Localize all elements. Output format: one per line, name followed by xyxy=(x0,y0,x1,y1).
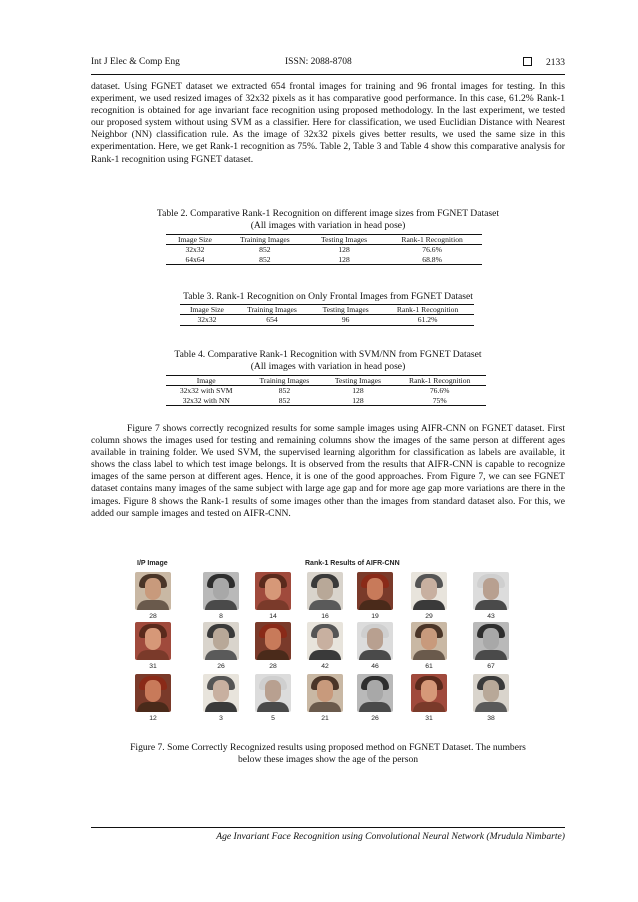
face-shoulders-shape xyxy=(205,702,237,712)
table2-caption-line2: (All images with variation in head pose) xyxy=(250,219,406,231)
table4-caption xyxy=(91,349,565,372)
age-label: 19 xyxy=(371,613,379,620)
footer-rule xyxy=(91,827,565,828)
face-skin-shape xyxy=(145,680,161,702)
figure-7 xyxy=(133,560,518,720)
column-header: Rank-1 Recognition xyxy=(382,235,482,245)
result-face-photo xyxy=(473,622,509,660)
issn: ISSN: 2088-8708 xyxy=(285,57,352,67)
journal-name: Int J Elec & Comp Eng xyxy=(91,57,180,67)
age-label: 5 xyxy=(271,715,275,722)
header-rule xyxy=(91,74,565,75)
table-cell: 68.8% xyxy=(382,255,482,265)
table2-caption-line1: Table 2. Comparative Rank-1 Recognition on different image sizes from FGNET Dataset xyxy=(156,208,500,219)
table-cell: 32x32 with NN xyxy=(166,396,246,406)
result-face-photo xyxy=(473,572,509,610)
face-shoulders-shape xyxy=(475,600,507,610)
age-label: 14 xyxy=(269,613,277,620)
face-shoulders-shape xyxy=(137,600,169,610)
age-label: 29 xyxy=(425,613,433,620)
face-shoulders-shape xyxy=(137,650,169,660)
face-skin-shape xyxy=(317,628,333,650)
face-shoulders-shape xyxy=(413,702,445,712)
table-header-row xyxy=(166,235,482,245)
face-skin-shape xyxy=(265,628,281,650)
result-face-photo xyxy=(473,674,509,712)
column-header: Training Images xyxy=(224,235,306,245)
face-skin-shape xyxy=(421,578,437,600)
face-skin-shape xyxy=(483,578,499,600)
paragraph-2: Figure 7 shows correctly recognized results for some sample images using AIFR-CNN on FGNET dataset. First column shows the images used for testing and remaining columns show the images of the same person at different ages available in training folder. We used SVM, the supervised learning algorithm for classification as labels are available, it shows the class label to which test image belongs. It is observed from the results that AIFR-CNN is capable to recognize images of the same person at different ages. Hence, it is one of the good approaches. From Figure 7, we can see FGNET dataset contains many images of the same subject with large age gap and for more age gap more variations are there in the images. Figure 8 shows the Rank-1 results of some images other than the images from standard dataset also. For this, we added our sample images and tested on AIFR-CNN. xyxy=(91,423,565,519)
face-skin-shape xyxy=(421,680,437,702)
table-cell: 75% xyxy=(393,396,486,406)
result-face-photo xyxy=(307,622,343,660)
input-face-photo xyxy=(135,674,171,712)
face-shoulders-shape xyxy=(309,600,341,610)
face-skin-shape xyxy=(421,628,437,650)
input-face-photo xyxy=(135,622,171,660)
result-face-photo xyxy=(357,674,393,712)
face-skin-shape xyxy=(265,680,281,702)
face-shoulders-shape xyxy=(475,702,507,712)
face-skin-shape xyxy=(367,628,383,650)
face-skin-shape xyxy=(265,578,281,600)
table2 xyxy=(166,234,482,265)
table-cell: 64x64 xyxy=(166,255,224,265)
face-shoulders-shape xyxy=(309,702,341,712)
face-skin-shape xyxy=(145,578,161,600)
age-label: 12 xyxy=(149,715,157,722)
figure7-caption-line1: Figure 7. Some Correctly Recognized results using proposed method on FGNET Dataset. The numbers xyxy=(130,742,526,753)
age-label: 31 xyxy=(425,715,433,722)
age-label: 46 xyxy=(371,663,379,670)
face-shoulders-shape xyxy=(205,650,237,660)
age-label: 38 xyxy=(487,715,495,722)
face-skin-shape xyxy=(213,578,229,600)
table2-caption xyxy=(91,208,565,231)
table-cell: 32x32 xyxy=(185,245,205,255)
column-header: Testing Images xyxy=(310,305,381,315)
face-shoulders-shape xyxy=(257,650,289,660)
result-face-photo xyxy=(203,674,239,712)
table-row xyxy=(166,255,482,265)
table-cell: 128 xyxy=(338,245,350,255)
input-image-heading: I/P Image xyxy=(137,560,168,567)
face-shoulders-shape xyxy=(137,702,169,712)
table-cell: 96 xyxy=(310,315,381,325)
result-face-photo xyxy=(307,674,343,712)
figure7-caption xyxy=(91,742,565,766)
result-face-photo xyxy=(411,572,447,610)
table-header-row xyxy=(180,305,474,315)
table-cell: 61.2% xyxy=(381,315,474,325)
face-skin-shape xyxy=(483,628,499,650)
checkbox-square-icon xyxy=(523,57,532,66)
column-header: Image xyxy=(166,376,246,386)
table-cell: 32x32 xyxy=(180,315,234,325)
age-label: 16 xyxy=(321,613,329,620)
table-row xyxy=(166,245,482,255)
face-shoulders-shape xyxy=(413,650,445,660)
result-face-photo xyxy=(411,674,447,712)
table-cell: 128 xyxy=(322,396,393,406)
table-header-row xyxy=(166,376,486,386)
face-shoulders-shape xyxy=(359,600,391,610)
figure7-caption-line2: below these images show the age of the person xyxy=(237,754,419,766)
table4 xyxy=(166,375,486,406)
column-header: Rank-1 Recognition xyxy=(381,305,474,315)
page-header xyxy=(91,57,565,71)
result-face-photo xyxy=(411,622,447,660)
table-cell: 852 xyxy=(259,245,271,255)
face-skin-shape xyxy=(317,578,333,600)
result-face-photo xyxy=(255,572,291,610)
result-face-photo xyxy=(307,572,343,610)
input-face-photo xyxy=(135,572,171,610)
age-label: 26 xyxy=(371,715,379,722)
face-skin-shape xyxy=(367,680,383,702)
column-header: Training Images xyxy=(234,305,310,315)
face-shoulders-shape xyxy=(475,650,507,660)
face-skin-shape xyxy=(145,628,161,650)
age-label: 28 xyxy=(269,663,277,670)
face-shoulders-shape xyxy=(359,650,391,660)
column-header: Rank-1 Recognition xyxy=(393,376,486,386)
age-label: 31 xyxy=(149,663,157,670)
result-face-photo xyxy=(357,572,393,610)
age-label: 61 xyxy=(425,663,433,670)
face-skin-shape xyxy=(367,578,383,600)
age-label: 26 xyxy=(217,663,225,670)
result-face-photo xyxy=(203,622,239,660)
table4-caption-line2: (All images with variation in head pose) xyxy=(250,360,406,372)
table-cell: 76.6% xyxy=(422,245,442,255)
table3-caption: Table 3. Rank-1 Recognition on Only Frontal Images from FGNET Dataset xyxy=(183,291,473,302)
face-skin-shape xyxy=(317,680,333,702)
column-header: Testing Images xyxy=(322,376,393,386)
result-face-photo xyxy=(255,674,291,712)
table-cell: 852 xyxy=(246,396,322,406)
results-heading: Rank-1 Results of AIFR-CNN xyxy=(305,560,400,567)
column-header: Image Size xyxy=(166,235,224,245)
column-header: Training Images xyxy=(246,376,322,386)
face-skin-shape xyxy=(213,680,229,702)
age-label: 67 xyxy=(487,663,495,670)
table-cell: 128 xyxy=(352,386,364,396)
column-header: Testing Images xyxy=(306,235,382,245)
table-cell: 76.6% xyxy=(429,386,450,396)
table-cell: 852 xyxy=(224,255,306,265)
face-skin-shape xyxy=(213,628,229,650)
paragraph-1: dataset. Using FGNET dataset we extracted 654 frontal images for training and 96 frontal images for testing. In this experiment, we used resized images of 32x32 pixels as it has comparative good performance. In this case, 61.2% Rank-1 recognition is obtained for age invariant face recognition using proposed methodology. In the last experiment, we tested our proposed system without using SVM as a classifier. Here for classification, we used Euclidian Distance with Nearest Neighbor (NN) classification rule. As the image of 32x32 pixels gives better results, we used the same size in this experimentation. Here, we get Rank-1 recognition as 75%. Table 2, Table 3 and Table 4 show this comparative analysis for Rank-1 recognition using FGNET dataset. xyxy=(91,81,565,165)
face-shoulders-shape xyxy=(257,702,289,712)
table-row xyxy=(166,396,486,406)
age-label: 21 xyxy=(321,715,329,722)
result-face-photo xyxy=(357,622,393,660)
page-number: 2133 xyxy=(546,58,565,68)
face-shoulders-shape xyxy=(413,600,445,610)
face-shoulders-shape xyxy=(309,650,341,660)
face-shoulders-shape xyxy=(359,702,391,712)
column-header: Image Size xyxy=(180,305,234,315)
table-cell: 128 xyxy=(306,255,382,265)
table-cell: 654 xyxy=(234,315,310,325)
table4-caption-line1: Table 4. Comparative Rank-1 Recognition with SVM/NN from FGNET Dataset xyxy=(174,349,482,360)
age-label: 8 xyxy=(219,613,223,620)
page-number-block xyxy=(523,57,565,68)
table-cell: 32x32 with SVM xyxy=(179,386,233,396)
face-shoulders-shape xyxy=(205,600,237,610)
table-row xyxy=(166,386,486,396)
table-row xyxy=(180,315,474,325)
age-label: 28 xyxy=(149,613,157,620)
result-face-photo xyxy=(203,572,239,610)
table-cell: 852 xyxy=(278,386,291,396)
face-skin-shape xyxy=(483,680,499,702)
table3 xyxy=(180,304,474,326)
age-label: 43 xyxy=(487,613,495,620)
result-face-photo xyxy=(255,622,291,660)
age-label: 42 xyxy=(321,663,329,670)
face-shoulders-shape xyxy=(257,600,289,610)
page-footer: Age Invariant Face Recognition using Convolutional Neural Network (Mrudula Nimbarte) xyxy=(216,831,565,842)
age-label: 3 xyxy=(219,715,223,722)
